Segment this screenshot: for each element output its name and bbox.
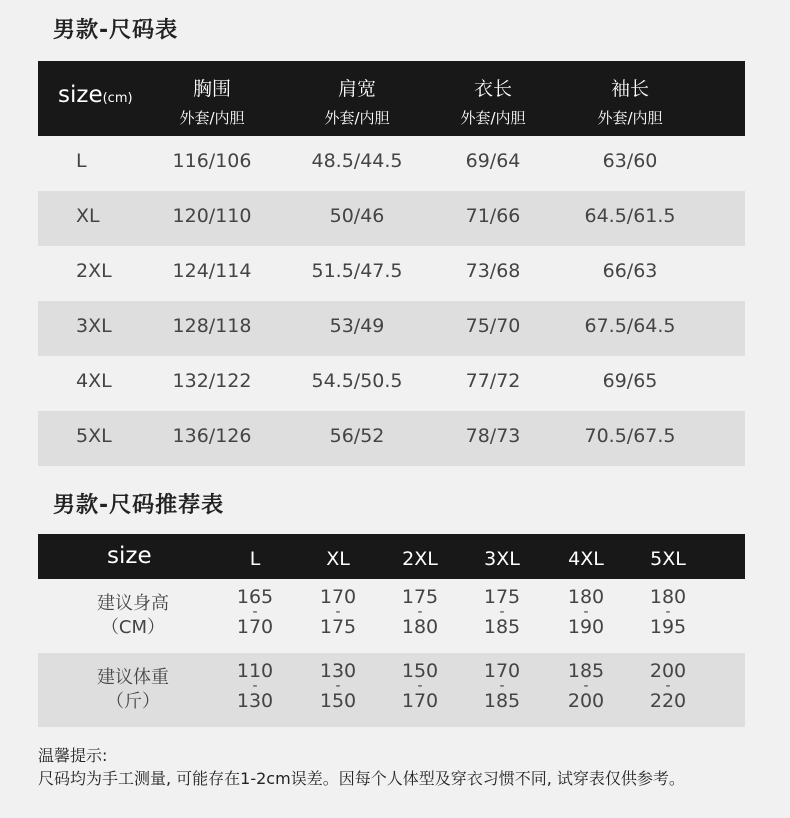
value-cell: 132/122: [172, 370, 252, 392]
value-cell: 51.5/47.5: [311, 260, 403, 282]
table-row: [38, 301, 745, 356]
table-row: [38, 653, 745, 727]
header-shoulder: 肩宽 外套/内胆: [324, 78, 390, 127]
rec-row-label: 建议身高 （CM）: [97, 593, 169, 638]
value-cell: 48.5/44.5: [311, 150, 403, 172]
size-table-title: 男款-尺码表: [53, 18, 179, 43]
value-cell: 67.5/64.5: [584, 315, 676, 337]
rec-range: 165 - 170: [236, 586, 274, 638]
value-cell: 66/63: [602, 260, 658, 282]
table-row: [38, 579, 745, 653]
size-header-label: size(cm): [58, 82, 133, 108]
rec-range: 170 - 185: [483, 660, 521, 712]
value-cell: 75/70: [465, 315, 521, 337]
size-cell: XL: [76, 205, 100, 227]
rec-range: 110 - 130: [236, 660, 274, 712]
value-cell: 70.5/67.5: [584, 425, 676, 447]
recommend-table: [38, 534, 745, 727]
header-length: 衣长 外套/内胆: [460, 78, 526, 127]
size-cell: 3XL: [76, 315, 112, 337]
value-cell: 73/68: [465, 260, 521, 282]
rec-range: 150 - 170: [401, 660, 439, 712]
value-cell: 50/46: [329, 205, 385, 227]
value-cell: 56/52: [329, 425, 385, 447]
rec-range: 180 - 195: [649, 586, 687, 638]
rec-range: 130 - 150: [319, 660, 357, 712]
size-cell: 5XL: [76, 425, 112, 447]
value-cell: 116/106: [172, 150, 252, 172]
size-cell: 4XL: [76, 370, 112, 392]
rec-size-col: 4XL: [568, 548, 604, 570]
rec-table-title: 男款-尺码推荐表: [53, 493, 225, 518]
rec-size-col: XL: [326, 548, 350, 570]
rec-range: 175 - 185: [483, 586, 521, 638]
size-cell: 2XL: [76, 260, 112, 282]
rec-size-col: 3XL: [484, 548, 520, 570]
value-cell: 64.5/61.5: [584, 205, 676, 227]
rec-size-col: L: [249, 548, 261, 570]
rec-size-header: size: [107, 543, 152, 569]
table-row: [38, 246, 745, 301]
size-table-header: [38, 61, 745, 136]
rec-table-header: [38, 534, 745, 579]
table-row: [38, 356, 745, 411]
value-cell: 69/64: [465, 150, 521, 172]
size-cell: L: [76, 150, 87, 172]
value-cell: 136/126: [172, 425, 252, 447]
rec-range: 185 - 200: [567, 660, 605, 712]
table-row: [38, 136, 745, 191]
value-cell: 128/118: [172, 315, 252, 337]
size-table: [38, 61, 745, 466]
rec-size-col: 5XL: [650, 548, 686, 570]
value-cell: 54.5/50.5: [311, 370, 403, 392]
value-cell: 63/60: [602, 150, 658, 172]
header-chest: 胸围 外套/内胆: [179, 78, 245, 127]
rec-range: 180 - 190: [567, 586, 605, 638]
rec-range: 170 - 175: [319, 586, 357, 638]
value-cell: 124/114: [172, 260, 252, 282]
rec-range: 175 - 180: [401, 586, 439, 638]
table-row: [38, 191, 745, 246]
rec-row-label: 建议体重 （斤）: [97, 667, 169, 712]
value-cell: 53/49: [329, 315, 385, 337]
value-cell: 71/66: [465, 205, 521, 227]
value-cell: 69/65: [602, 370, 658, 392]
note-text: 尺码均为手工测量, 可能存在1-2cm误差。因每个人体型及穿衣习惯不同, 试穿表仅供参考。: [38, 769, 685, 788]
size-unit: (cm): [102, 91, 133, 106]
value-cell: 120/110: [172, 205, 252, 227]
value-cell: 77/72: [465, 370, 521, 392]
rec-size-col: 2XL: [402, 548, 438, 570]
header-sleeve: 袖长 外套/内胆: [597, 78, 663, 127]
value-cell: 78/73: [465, 425, 521, 447]
rec-range: 200 - 220: [649, 660, 687, 712]
note-title: 温馨提示:: [38, 746, 108, 765]
table-row: [38, 411, 745, 466]
